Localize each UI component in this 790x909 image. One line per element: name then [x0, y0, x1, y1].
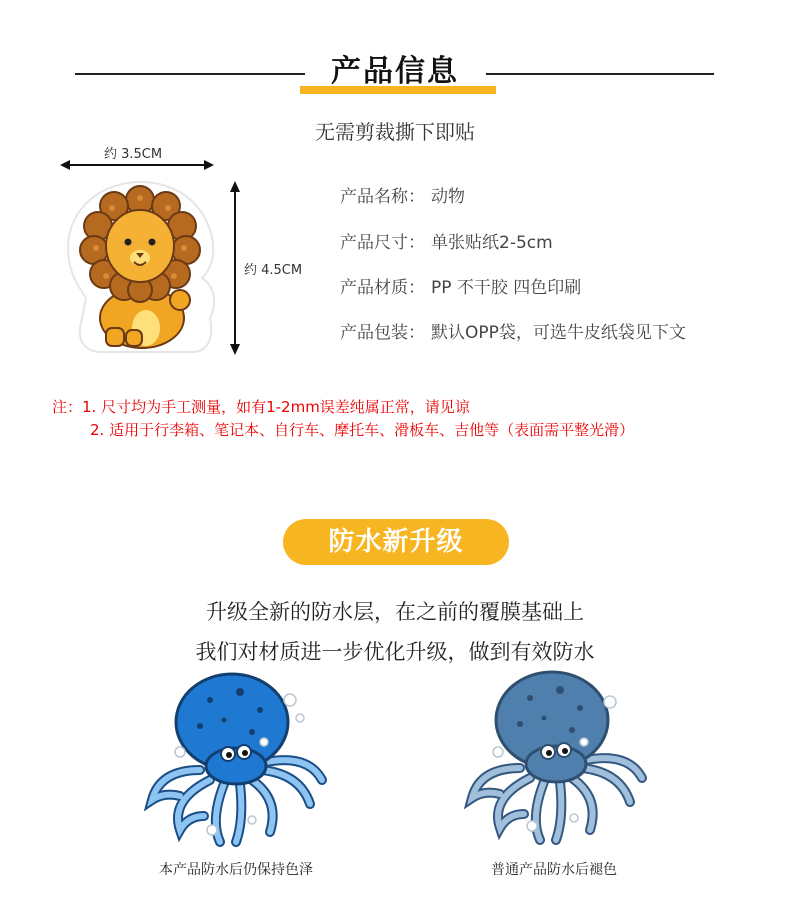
octopus-faded-image: [460, 668, 650, 846]
info-row-packaging: [340, 318, 686, 343]
width-label: 约 3.5CM: [104, 147, 163, 162]
header-line-left: [75, 73, 305, 75]
info-row-name: [340, 182, 465, 207]
info-label: 产品材质：: [340, 278, 425, 298]
info-label: 产品名称：: [340, 187, 425, 207]
info-row-size: [340, 228, 553, 253]
info-value: 动物: [431, 187, 465, 207]
note-line-1: 注：1. 尺寸均为手工测量，如有1-2mm误差纯属正常，请见谅: [52, 398, 470, 416]
info-value: PP 不干胶 四色印刷: [431, 278, 582, 298]
info-label: 产品尺寸：: [340, 233, 425, 253]
waterproof-line-2: 我们对材质进一步优化升级，做到有效防水: [195, 640, 595, 664]
product-subtitle: 无需剪裁撕下即贴: [315, 120, 475, 144]
section-title-waterproof: 防水新升级: [283, 519, 509, 565]
info-label: 产品包装：: [340, 323, 425, 343]
section-title-product-info: 产品信息: [331, 54, 459, 89]
octopus-vivid-image: [140, 670, 330, 848]
info-value: 默认OPP袋，可选牛皮纸袋见下文: [431, 323, 686, 343]
info-value: 单张贴纸2-5cm: [431, 233, 553, 253]
caption-faded: 普通产品防水后褪色: [491, 862, 617, 878]
note-line-2: 2. 适用于行李箱、笔记本、自行车、摩托车、滑板车、吉他等（表面需平整光滑）: [90, 421, 635, 439]
caption-vivid: 本产品防水后仍保持色泽: [159, 862, 313, 878]
info-row-material: [340, 273, 581, 298]
header-line-right: [486, 73, 714, 75]
height-label: 约 4.5CM: [244, 263, 303, 278]
lion-sticker-image: [62, 178, 218, 356]
waterproof-line-1: 升级全新的防水层，在之前的覆膜基础上: [206, 600, 584, 624]
